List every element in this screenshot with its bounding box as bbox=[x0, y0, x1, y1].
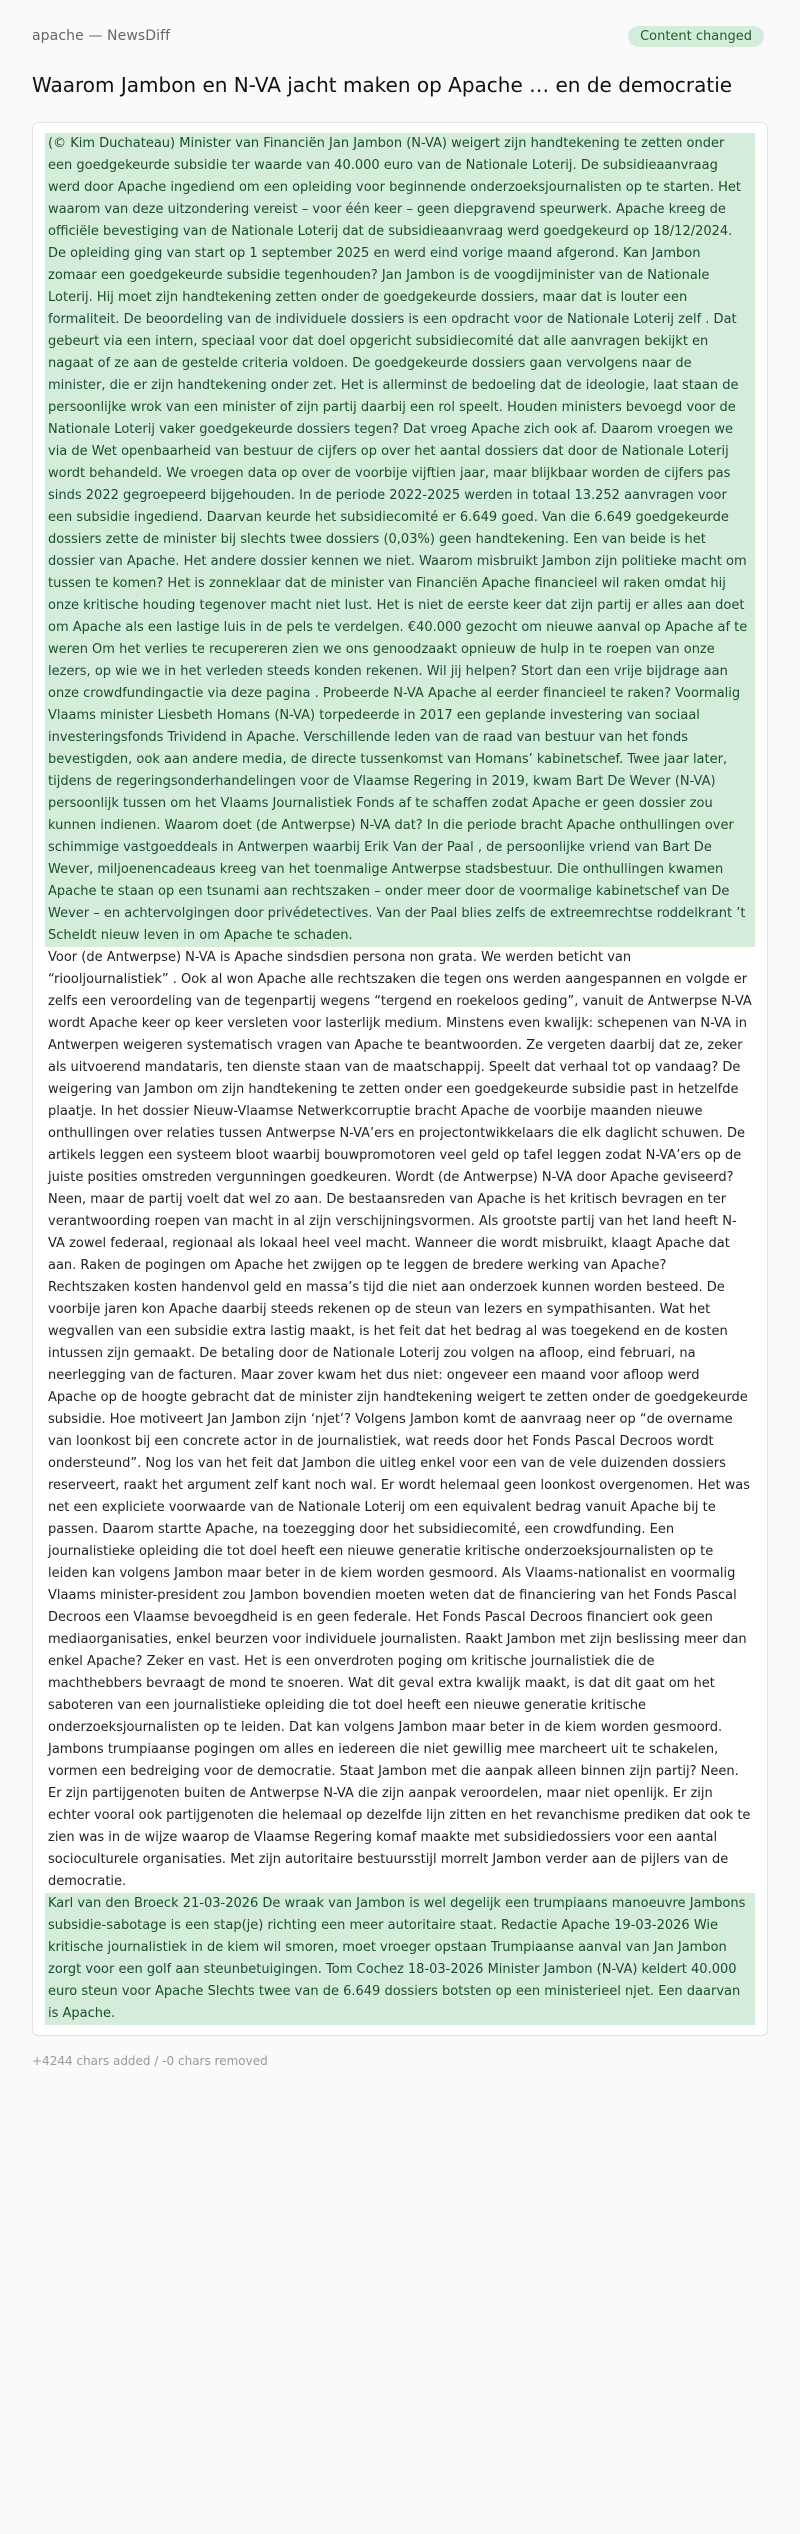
unchanged-text-block: Voor (de Antwerpse) N-VA is Apache sindsdien persona non grata. We werden beticht van “riooljournalistiek” . Ook al won Apache alle rechtszaken die tegen ons werden aangespannen en volgde er zelfs een veroordeling van de tegenpartij wegens “tergend en roekeloos geding”, vanuit de Antwerpse N-VA wordt Apache keer op keer versleten voor lasterlijk medium. Minstens even kwalijk: schepenen van N-VA in Antwerpen weigeren systematisch vragen van Apache te beantwoorden. Ze vergeten daarbij dat ze, zeker als uitvoerend mandataris, ten dienste staan van de maatschappij. Speelt dat verhaal tot op vandaag? De weigering van Jambon om zijn handtekening te zetten onder een goedgekeurde subsidie past in hetzelfde plaatje. In het dossier Nieuw-Vlaamse Netwerkcorruptie bracht Apache de voorbije maanden nieuwe onthullingen over relaties tussen Antwerpse N-VA’ers en projectontwikkelaars die elk daglicht schuwen. De artikels leggen een systeem bloot waarbij bouwpromotoren veel geld op tafel leggen zodat N-VA’ers op de juiste posities omstreden vergunningen goedkeuren. Wordt (de Antwerpse) N-VA door Apache geviseerd? Neen, maar de partij voelt dat wel zo aan. De bestaansreden van Apache is het kritisch bevragen en ter verantwoording roepen van macht in al zijn verschijningsvormen. Als grootste partij van het land heeft N-VA zowel federaal, regionaal als lokaal heel veel macht. Wanneer die wordt misbruikt, klaagt Apache dat aan. Raken de pogingen om Apache het zwijgen op te leggen de bredere werking van Apache? Rechtszaken kosten handenvol geld en massa’s tijd die niet aan onderzoek kunnen worden besteed. De voorbije jaren kon Apache daarbij steeds rekenen op de steun van lezers en sympathisanten. Wat het wegvallen van een subsidie extra lastig maakt, is het feit dat het bedrag al was toegekend en de kosten intussen zijn gemaakt. De betaling door de Nationale Loterij zou volgen na afloop, eind februari, na neerlegging van de facturen. Maar zover kwam het dus niet: ongeveer een maand voor afloop werd Apache op de hoogte gebracht dat de minister zijn handtekening weigert te zetten onder de goedgekeurde subsidie. Hoe motiveert Jan Jambon zijn ‘njet’? Volgens Jambon komt de aanvraag neer op “de overname van loonkost bij een concrete actor in de journalistiek, wat reeds door het Fonds Pascal Decroos wordt ondersteund”. Nog los van het feit dat Jambon die uitleg enkel voor een van de vele duizenden dossiers reserveert, raakt het argument zelf kant noch wal. Er wordt helemaal geen loonkost overgenomen. Het was net een expliciete voorwaarde van de Nationale Loterij om een equivalent bedrag vanuit Apache bij te passen. Daarom startte Apache, na toezegging door het subsidiecomité, een crowdfunding. Een journalistieke opleiding die tot doel heeft een nieuwe generatie kritische onderzoeksjournalisten op te leiden kan volgens Jambon maar beter in de kiem worden gesmoord. Als Vlaams-nationalist en voormalig Vlaams minister-president zou Jambon bovendien moeten weten dat de financiering van het Fonds Pascal Decroos een Vlaamse bevoegdheid is en geen federale. Het Fonds Pascal Decroos financiert ook geen mediaorganisaties, enkel beurzen voor individuele journalisten. Raakt Jambon met zijn beslissing meer dan enkel Apache? Zeker en vast. Het is een onverdroten poging om kritische journalistiek die de machthebbers bevraagt de mond te snoeren. Wat dit geval extra kwalijk maakt, is dat dit gaat om het saboteren van een journalistieke opleiding die tot doel heeft een nieuwe generatie kritische onderzoeksjournalisten op te leiden. Dat kan volgens Jambon maar beter in de kiem worden gesmoord. Jambons trumpiaanse pogingen om alles en iedereen die niet gewillig mee marcheert uit te schakelen, vormen een bedreiging voor de democratie. Staat Jambon met die aanpak alleen binnen zijn partij? Neen. Er zijn partijgenoten buiten de Antwerpse N-VA die zijn aanpak veroordelen, maar niet openlijk. Er zijn echter vooral ook partijgenoten die helemaal op dezelfde lijn zitten en het revanchisme prediken dat ook te zien was in de wijze waarop de Vlaamse Regering komaf maakte met subsidiedossiers voor een aantal socioculturele organisaties. Met zijn autoritaire bestuursstijl morrelt Jambon verder aan de pijlers van de democratie. bbox=[48, 950, 752, 1889]
status-badge: Content changed bbox=[628, 26, 764, 47]
added-text-block: (© Kim Duchateau) Minister van Financiën Jan Jambon (N-VA) weigert zijn handtekening te zetten onder een goedgekeurde subsidie ter waarde van 40.000 euro van de Nationale Loterij. De subsidieaanvraag werd door Apache ingediend om een opleiding voor beginnende onderzoeksjournalisten op te starten. Het waarom van deze uitzondering vereist – voor één keer – geen diepgravend speurwerk. Apache kreeg de officiële bevestiging van de Nationale Loterij dat de subsidieaanvraag werd goedgekeurd op 18/12/2024. De opleiding ging van start op 1 september 2025 en werd eind vorige maand afgerond. Kan Jambon zomaar een goedgekeurde subsidie tegenhouden? Jan Jambon is de voogdijminister van de Nationale Loterij. Hij moet zijn handtekening zetten onder de goedgekeurde dossiers, maar dat is louter een formaliteit. De beoordeling van de individuele dossiers is een opdracht voor de Nationale Loterij zelf . Dat gebeurt via een intern, speciaal voor dat doel opgericht subsidiecomité dat alle aanvragen bekijkt en nagaat of ze aan de gestelde criteria voldoen. De goedgekeurde dossiers gaan vervolgens naar de minister, die er zijn handtekening onder zet. Het is allerminst de bedoeling dat de ideologie, laat staan de persoonlijke wrok van een minister of zijn partij daarbij een rol speelt. Houden ministers bevoegd voor de Nationale Loterij vaker goedgekeurde dossiers tegen? Dat vroeg Apache zich ook af. Daarom vroegen we via de Wet openbaarheid van bestuur de cijfers op over het aantal dossiers dat door de Nationale Loterij wordt behandeld. We vroegen data op over de voorbije vijftien jaar, maar blijkbaar worden de cijfers pas sinds 2022 gegroepeerd bijgehouden. In de periode 2022-2025 werden in totaal 13.252 aanvragen voor een subsidie ingediend. Daarvan keurde het subsidiecomité er 6.649 goed. Van die 6.649 goedgekeurde dossiers zette de minister bij slechts twee dossiers (0,03%) geen handtekening. Een van beide is het dossier van Apache. Het andere dossier kennen we niet. Waarom misbruikt Jambon zijn politieke macht om tussen te komen? Het is zonneklaar dat de minister van Financiën Apache financieel wil raken omdat hij onze kritische houding tegenover macht niet lust. Het is niet de eerste keer dat zijn partij er alles aan doet om Apache als een lastige luis in de pels te verdelgen. €40.000 gezocht om nieuwe aanval op Apache af te weren Om het verlies te recupereren zien we ons genoodzaakt opnieuw de hulp in te roepen van onze lezers, op wie we in het verleden steeds konden rekenen. Wil jij helpen? Stort dan een vrije bijdrage aan onze crowdfundingactie via deze pagina . Probeerde N-VA Apache al eerder financieel te raken? Voormalig Vlaams minister Liesbeth Homans (N-VA) torpedeerde in 2017 een geplande investering van sociaal investeringsfonds Trividend in Apache. Verschillende leden van de raad van bestuur van het fonds bevestigden, ook aan andere media, de directe tussenkomst van Homans’ kabinetschef. Twee jaar later, tijdens de regeringsonderhandelingen voor de Vlaamse Regering in 2019, kwam Bart De Wever (N-VA) persoonlijk tussen om het Vlaams Journalistiek Fonds af te schaffen zodat Apache er geen dossier zou kunnen indienen. Waarom doet (de Antwerpse) N-VA dat? In die periode bracht Apache onthullingen over schimmige vastgoeddeals in Antwerpen waarbij Erik Van der Paal , de persoonlijke vriend van Bart De Wever, miljoenencadeaus kreeg van het toenmalige Antwerpse stadsbestuur. Die onthullingen kwamen Apache te staan op een tsunami aan rechtszaken – onder meer door de voormalige kabinetschef van De Wever – en achtervolgingen door privédetectives. Van der Paal blies zelfs de extreemrechtse roddelkrant ’t Scheldt nieuw leven in om Apache te schaden. bbox=[45, 133, 755, 947]
diff-card bbox=[32, 122, 768, 2036]
site-label: apache — NewsDiff bbox=[32, 28, 171, 44]
article-title: Waarom Jambon en N-VA jacht maken op Apache … en de democratie bbox=[32, 73, 733, 97]
diff-body bbox=[45, 133, 755, 2025]
header-bar bbox=[32, 0, 768, 72]
diff-stats: +4244 chars added / -0 chars removed bbox=[32, 2054, 268, 2068]
added-text-block: Karl van den Broeck 21-03-2026 De wraak van Jambon is wel degelijk een trumpiaans manoeuvre Jambons subsidie-sabotage is een stap(je) richting een meer autoritaire staat. Redactie Apache 19-03-2026 Wie kritische journalistiek in de kiem wil smoren, moet vroeger opstaan Trumpiaanse aanval van Jan Jambon zorgt voor een golf aan steunbetuigingen. Tom Cochez 18-03-2026 Minister Jambon (N-VA) keldert 40.000 euro steun voor Apache Slechts twee van de 6.649 dossiers botsten op een ministerieel njet. Een daarvan is Apache. bbox=[45, 1893, 755, 2025]
